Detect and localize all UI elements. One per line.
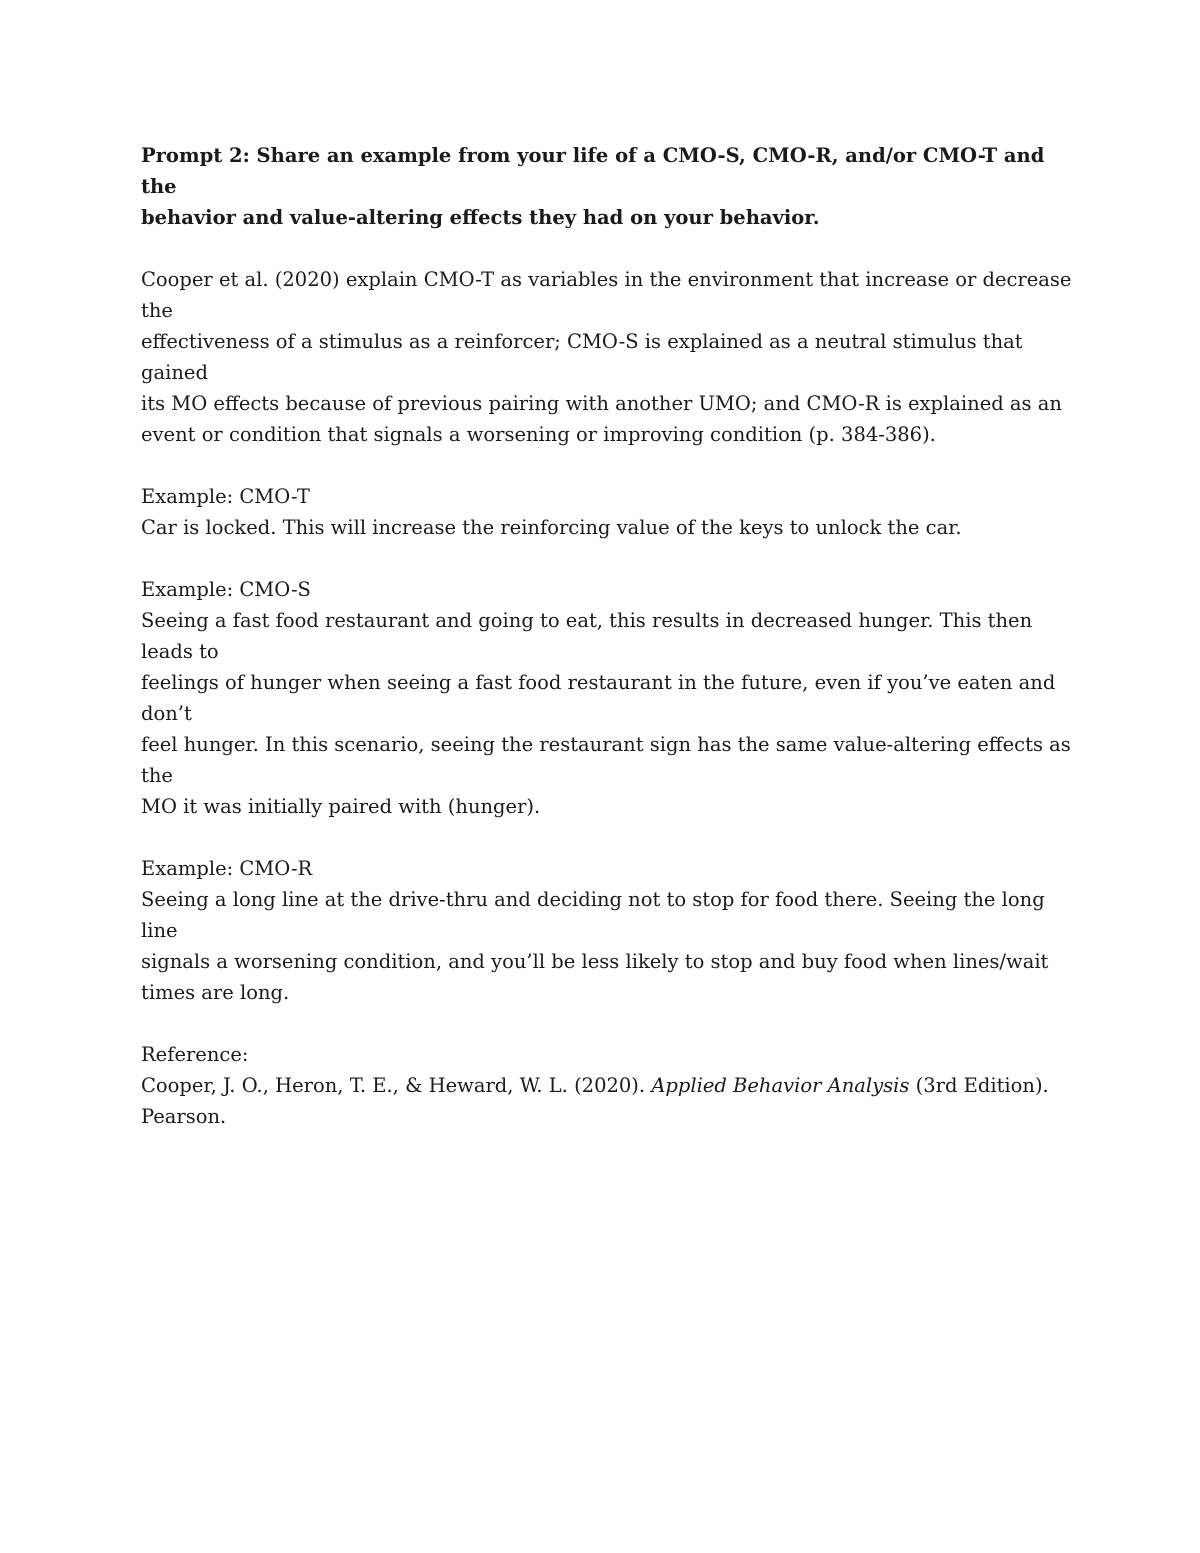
prompt-heading: [141, 140, 1081, 233]
example-heading: Example: CMO-S: [141, 578, 311, 601]
reference-citation: [141, 1070, 1081, 1101]
intro-paragraph: [141, 264, 1081, 450]
example-line: Seeing a long line at the drive-thru and deciding not to stop for food there. Seeing the long line: [141, 888, 1045, 942]
intro-line: event or condition that signals a worsening or improving condition (p. 384-386).: [141, 423, 936, 446]
example-cmo-s: [141, 574, 1081, 822]
example-cmo-t: [141, 481, 1081, 543]
reference-heading: Reference:: [141, 1043, 249, 1066]
example-heading: Example: CMO-R: [141, 857, 313, 880]
example-line: signals a worsening condition, and you’ll be less likely to stop and buy food when lines/wait: [141, 950, 1049, 973]
reference-authors: Cooper, J. O., Heron, T. E., & Heward, W. L. (2020).: [141, 1074, 652, 1097]
example-line: MO it was initially paired with (hunger).: [141, 795, 541, 818]
example-cmo-r: [141, 853, 1081, 1008]
example-line: Car is locked. This will increase the reinforcing value of the keys to unlock the car.: [141, 516, 962, 539]
example-line: feelings of hunger when seeing a fast food restaurant in the future, even if you’ve eaten and don’t: [141, 671, 1056, 725]
intro-line: effectiveness of a stimulus as a reinforcer; CMO-S is explained as a neutral stimulus that gained: [141, 330, 1023, 384]
reference-section: [141, 1039, 1081, 1132]
intro-line: Cooper et al. (2020) explain CMO-T as variables in the environment that increase or decrease the: [141, 268, 1072, 322]
example-line: feel hunger. In this scenario, seeing the restaurant sign has the same value-altering effects as the: [141, 733, 1071, 787]
intro-line: its MO effects because of previous pairing with another UMO; and CMO-R is explained as an: [141, 392, 1062, 415]
example-line: times are long.: [141, 981, 290, 1004]
prompt-line: Prompt 2: Share an example from your life of a CMO-S, CMO-R, and/or CMO-T and the: [141, 144, 1045, 198]
example-heading: Example: CMO-T: [141, 485, 310, 508]
reference-edition: (3rd Edition).: [909, 1074, 1049, 1097]
reference-book-title: Applied Behavior Analysis: [651, 1074, 910, 1097]
document-body: [141, 140, 1081, 1132]
reference-publisher: Pearson.: [141, 1105, 227, 1128]
example-line: Seeing a fast food restaurant and going to eat, this results in decreased hunger. This then leads to: [141, 609, 1033, 663]
prompt-line: behavior and value-altering effects they had on your behavior.: [141, 206, 820, 229]
